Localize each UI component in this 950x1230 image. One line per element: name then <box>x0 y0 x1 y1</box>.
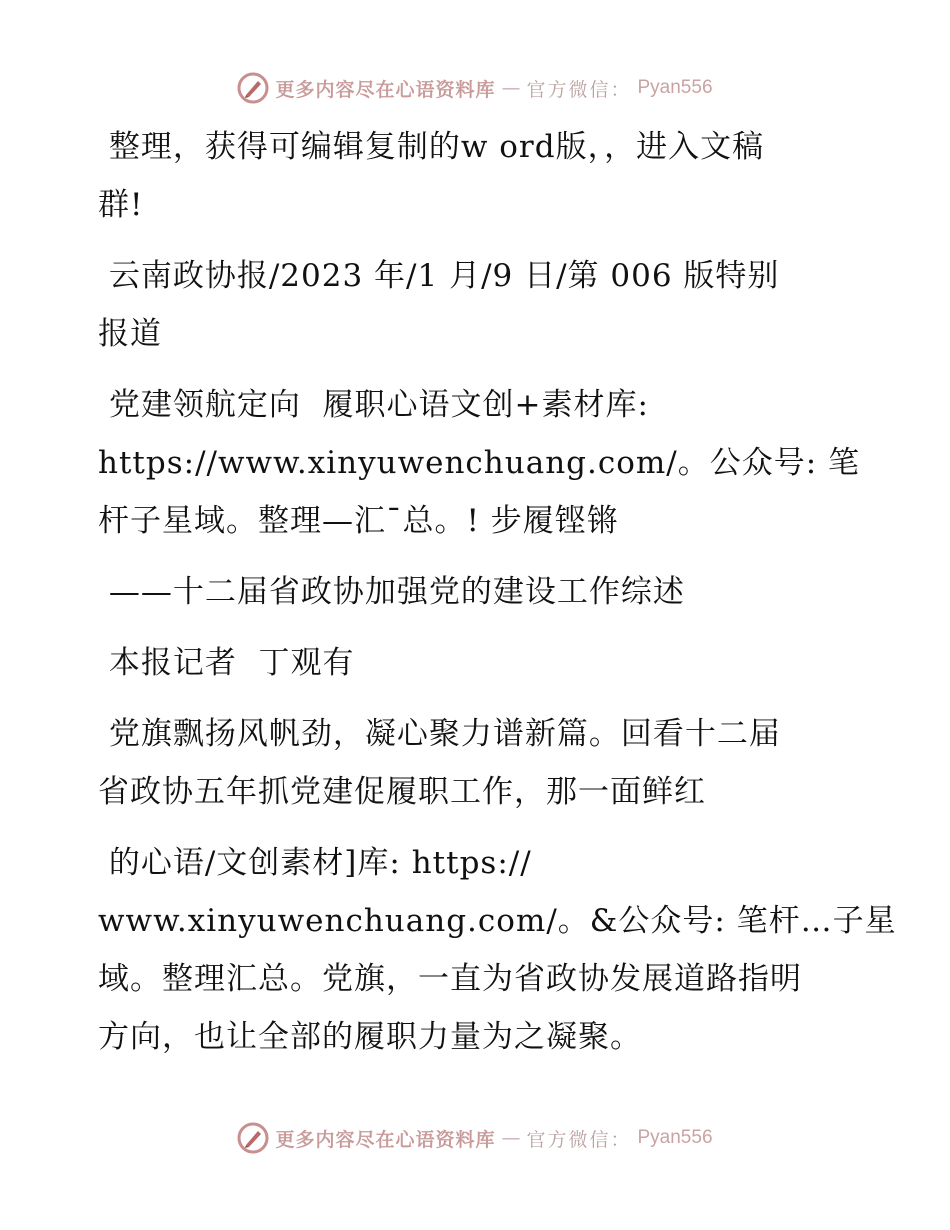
watermark-handle: Pyan556 <box>637 77 713 98</box>
paragraph-gap <box>98 550 858 563</box>
paragraph <box>98 705 858 821</box>
text-line: 群! <box>98 187 144 223</box>
paragraph <box>98 563 858 621</box>
paragraph-gap <box>98 821 858 834</box>
text-line: 省政协五年抓党建促履职工作，那一面鲜红 <box>98 774 706 810</box>
text-line: 党建领航定向 履职心语文创+素材库: <box>98 387 649 423</box>
watermark-brand: 更多内容尽在心语资料库 <box>275 1128 496 1151</box>
text-line: 杆子星域。整理—汇¯总。! 步履铿锵 <box>98 503 619 539</box>
paragraph <box>98 634 858 692</box>
text-line: 整理，获得可编辑复制的w ord版，，进入文稿 <box>98 129 765 165</box>
watermark-separator: — <box>501 1127 521 1149</box>
document-body <box>98 118 897 1066</box>
text-line: 报道 <box>98 316 162 352</box>
paragraph <box>98 834 897 1066</box>
paragraph <box>98 247 858 363</box>
watermark-handle: Pyan556 <box>637 1127 713 1148</box>
text-line: 党旗飘扬风帆劲，凝心聚力谱新篇。回看十二届 <box>98 716 781 752</box>
watermark-separator: — <box>501 77 521 99</box>
watermark-official-label: 官方微信： <box>526 78 632 101</box>
text-line: www.xinyuwenchuang.com/。&公众号: 笔杆…子星 <box>98 903 897 939</box>
text-line: 方向，也让全部的履职力量为之凝聚。 <box>98 1019 642 1055</box>
paragraph-gap <box>98 363 858 376</box>
text-line: 域。整理汇总。党旗，一直为省政协发展道路指明 <box>98 961 802 997</box>
text-line: 本报记者 丁观有 <box>98 645 355 681</box>
paragraph-gap <box>98 692 858 705</box>
paragraph-gap <box>98 621 858 634</box>
text-line: ——十二届省政协加强党的建设工作综述 <box>98 574 685 610</box>
text-line: https://www.xinyuwenchuang.com/。公众号: 笔 <box>98 445 861 481</box>
text-line: 云南政协报/2023 年/1 月/9 日/第 006 版特别 <box>98 258 780 294</box>
pen-logo-icon <box>237 1122 269 1154</box>
watermark-header <box>0 68 950 108</box>
watermark-official-label: 官方微信： <box>526 1128 632 1151</box>
text-line: 的心语/文创素材]库: https:// <box>98 845 532 881</box>
paragraph <box>98 376 861 550</box>
pen-logo-icon <box>237 72 269 104</box>
watermark-footer <box>0 1118 950 1158</box>
watermark-brand: 更多内容尽在心语资料库 <box>275 78 496 101</box>
paragraph-gap <box>98 234 858 247</box>
paragraph <box>98 118 858 234</box>
